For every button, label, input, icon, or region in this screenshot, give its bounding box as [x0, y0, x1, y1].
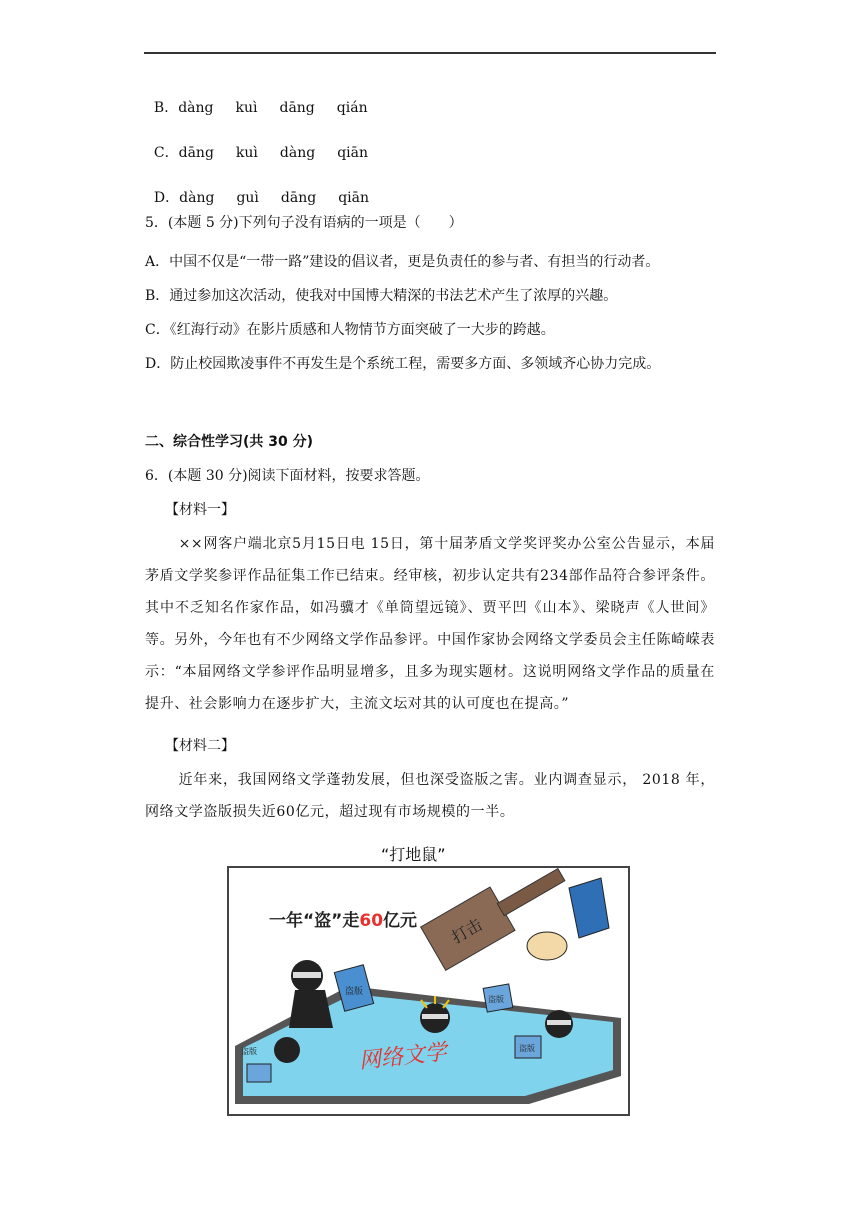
book-label-2: 盗版 — [488, 995, 504, 1004]
q4-option-d: D．dàng guì dāng qiān — [153, 190, 370, 206]
q6-stem: 6．(本题 30 分)阅读下面材料，按要求答题。 — [145, 468, 430, 484]
material-1-label: 【材料一】 — [165, 502, 235, 518]
section-title: 二、综合性学习(共 30 分) — [145, 434, 314, 450]
book-label-3: 盗版 — [519, 1044, 535, 1053]
material-2-label: 【材料二】 — [165, 738, 235, 754]
svg-text:一年“盗”走60亿元 — [269, 910, 417, 931]
q4-option-c: C．dāng kuì dàng qiān — [153, 145, 369, 161]
cartoon-caption-num: 60 — [359, 911, 384, 931]
header-rule — [144, 52, 716, 54]
cartoon-image — [227, 866, 630, 1116]
q5-option-a: A．中国不仅是“一带一路”建设的倡议者，更是负责任的参与者、有担当的行动者。 — [145, 254, 660, 270]
q4-option-b: B．dàng kuì dāng qián — [153, 100, 368, 116]
flying-book — [483, 984, 513, 1012]
book-label-1: 盗版 — [345, 987, 364, 997]
cartoon-caption-pre: 一年“盗”走 — [269, 911, 360, 931]
book-label-4: 盗版 — [241, 1047, 257, 1056]
q5-option-d: D．防止校园欺凌事件不再发生是个系统工程，需要多方面、多领域齐心协力完成。 — [145, 356, 661, 372]
cartoon-drawing — [229, 868, 628, 1114]
cartoon-title: “打地鼠” — [381, 845, 446, 864]
hammer-text: 打击 — [448, 914, 486, 948]
q5-stem: 5．(本题 5 分)下列句子没有语病的一项是（ ） — [145, 215, 463, 231]
cartoon-caption-post: 亿元 — [383, 911, 418, 931]
q5-option-b: B．通过参加这次活动，使我对中国博大精深的书法艺术产生了浓厚的兴趣。 — [145, 288, 618, 304]
sleeve — [569, 878, 609, 938]
screen-text: 网络文学 — [357, 1040, 449, 1075]
q5-option-c: C．《红海行动》在影片质感和人物情节方面突破了一大步的跨越。 — [145, 322, 555, 338]
material-2-text: 近年来，我国网络文学蓬勃发展，但也深受盗版之害。业内调查显示， 2018 年，网络文学盗版损失近60亿元，超过现有市场规模的一半。 — [145, 772, 715, 820]
material-1-text: ××网客户端北京5月15日电 15日，第十届茅盾文学奖评奖办公室公告显示，本届茅盾文学奖参评作品征集工作已结束。经审核，初步认定共有234部作品符合参评条件。其中不乏知名作家作品，如冯骥才《单筒望远镜》、贾平凹《山本》、梁晓声《人世间》等。另外，今年也有不少网络文学作品参评。中国作家协会网络文学委员会主任陈崎嵘表示：“本届网络文学参评作品明显增多，且多为现实题材。这说明网络文学作品的质量在提升、社会影响力在逐步扩大，主流文坛对其的认可度也在提高。” — [145, 536, 715, 712]
hand — [527, 932, 567, 960]
